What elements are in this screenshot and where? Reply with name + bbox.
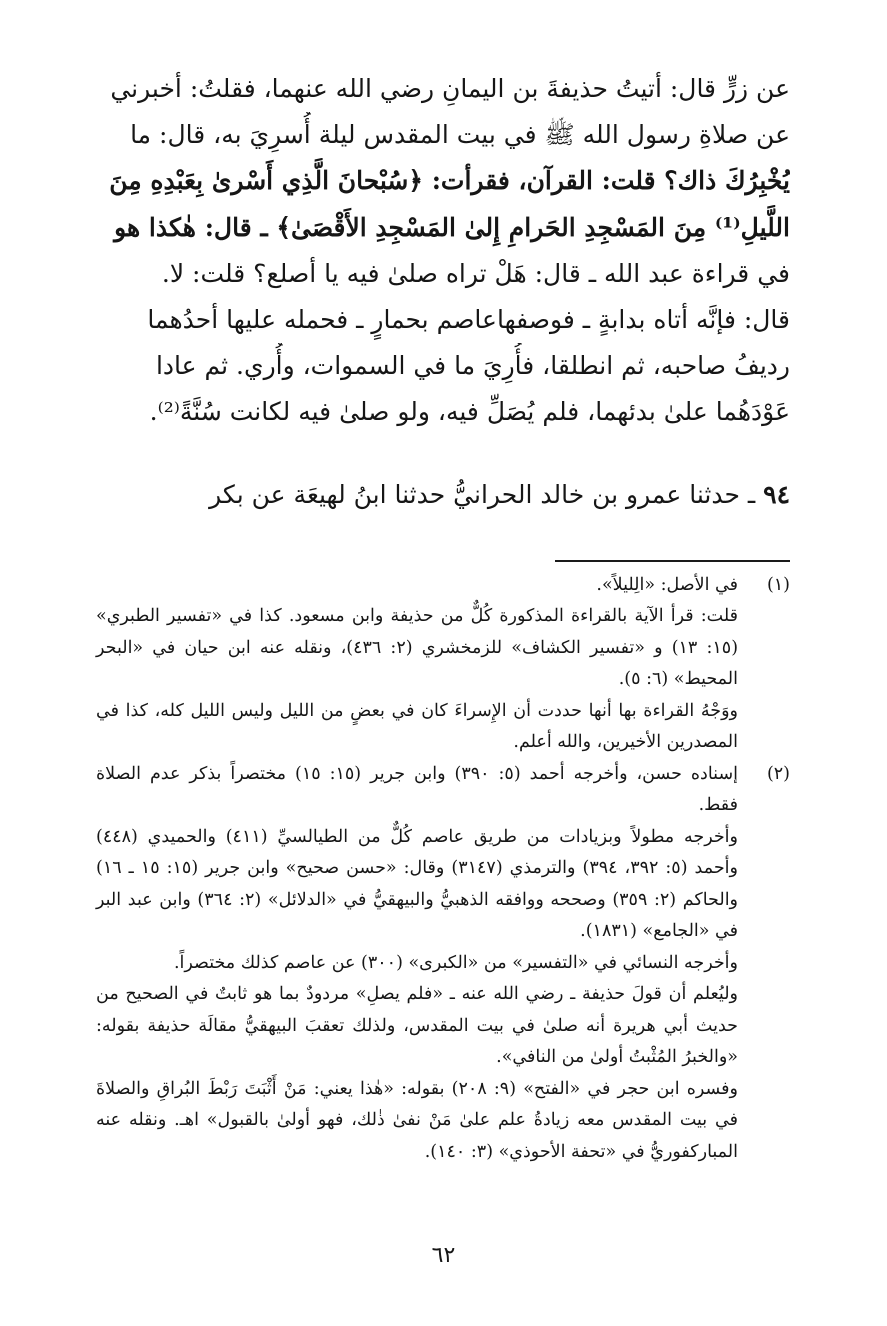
footnote-paragraph: وأخرجه النسائي في «التفسير» من «الكبرى» (٣٠٠) عن عاصم كذلك مختصراً. xyxy=(173,952,738,973)
footnote-paragraph: وأخرجه مطولاً وبزيادات من طريق عاصم كُلٌّ من الطيالسيِّ (٤١١) والحميدي (٤٤٨) وأحمد (٥: ٣٩٢، ٣٩٤) والترمذي (٣١٤٧) وقال: «حسن صحيح» وابن جرير (١٥: ١٥ ـ ١٦) والحاكم (٢: ٣٥٩) وصححه ووافقه الذهبيُّ والبيهقيُّ في «الدلائل» (٢: ٣٦٤) وابن عبد البر في «الجامع» (١٨٣١). xyxy=(96,826,739,942)
footnote-body xyxy=(96,759,738,1169)
hadith-isnad: ـ حدثنا عمرو بن خالد الحرانيُّ حدثنا ابنُ لهيعَة عن بكر xyxy=(209,479,764,509)
footnote-2 xyxy=(96,759,790,1169)
body-line: عن زرٍّ قال: أتيتُ حذيفةَ بن اليمانِ رضي الله عنهما، فقلتُ: أخبرني xyxy=(110,74,790,103)
footnote-body xyxy=(96,570,738,759)
footnote-paragraph: قلت: قرأ الآية بالقراءة المذكورة كُلٌّ من حذيفة وابن مسعود. كذا في «تفسير الطبري» (١٥: ١٣) و «تفسير الكشاف» للزمخشري (٢: ٤٣٦)، ونقله عنه ابن حيان في «البحر المحيط» (٦: ٥). xyxy=(96,606,739,690)
footnote-paragraph: وفسره ابن حجر في «الفتح» (٩: ٢٠٨) بقوله: «هٰذا يعني: مَنْ أَثْبَتَ رَبْطَ البُراقِ والصلاةَ في بيت المقدس معه زيادةُ علم علىٰ مَنْ نفىٰ ذٰلك، فهو أولىٰ بالقبول» اهـ. ونقله عنه المباركفوريُّ في «تحفة الأحوذي» (٣: ١٤٠). xyxy=(96,1078,738,1162)
body-line: في قراءة عبد الله ـ قال: هَلْ تراه صلىٰ فيه يا أصلع؟ قلت: لا. xyxy=(161,258,790,288)
body-line: رديفُ صاحبه، ثم انطلقا، فأُرِيَ ما في السموات، وأُري. ثم عادا xyxy=(155,351,790,381)
footnote-separator xyxy=(555,560,790,562)
page-number: ٦٢ xyxy=(431,1243,456,1268)
footnote-1 xyxy=(96,570,790,759)
body-line: عَوْدَهُما علىٰ بدئهما، فلم يُصَلِّ فيه، ولو صلىٰ فيه لكانت سُنَّةً⁽²⁾. xyxy=(149,397,790,427)
hadith-number: ٩٤ xyxy=(763,479,790,509)
next-hadith-heading xyxy=(96,472,790,518)
footnote-paragraph: ووَجْهُ القراءة بها أنها حددت أن الإِسراءَ كان في بعضٍ من الليل وليس الليل كله، كذا في المصدرين الأخيرين، والله أعلم. xyxy=(96,700,738,753)
footnote-paragraph: في الأصل: «الِليلاً». xyxy=(596,574,738,595)
body-line: قال: فإنَّه أتاه بدابةٍ ـ فوصفهاعاصم بحمارٍ ـ فحمله عليها أحدُهما xyxy=(147,305,790,335)
body-line-quran: يُخْبِرُكَ ذاك؟ قلت: القرآن، فقرأت: ﴿سُبْحانَ الَّذِي أَسْرىٰ بِعَبْدِهِ مِنَ xyxy=(109,166,790,196)
footnote-paragraph: إسناده حسن، وأخرجه أحمد (٥: ٣٩٠) وابن جرير (١٥: ١٥) مختصراً بذكر عدم الصلاة فقط. xyxy=(96,763,738,816)
footnote-number: (١) xyxy=(766,574,790,595)
footnotes xyxy=(96,570,790,1169)
footnote-paragraph: وليُعلم أن قولَ حذيفة ـ رضي الله عنه ـ «فلم يصلِ» مردودٌ بما هو ثابتٌ في الصحيح من حديث أبي هريرة أنه صلىٰ في بيت المقدس، ولذلك تعقبَ البيهقيُّ مقالَة حذيفة بقوله: «والخبرُ المُثْبتُ أولىٰ من النافي». xyxy=(96,984,738,1068)
body-line-quran: اللَّيلِ⁽¹⁾ مِنَ المَسْجِدِ الحَرامِ إِلىٰ المَسْجِدِ الأَقْصَىٰ﴾ ـ قال: هٰكذا هو xyxy=(114,212,790,242)
footnote-number: (٢) xyxy=(766,763,790,784)
book-page xyxy=(96,66,790,1168)
body-line: عن صلاةِ رسول الله ﷺ في بيت المقدس ليلة أُسرِيَ به، قال: ما xyxy=(130,120,790,150)
hadith-body-text xyxy=(96,66,790,436)
